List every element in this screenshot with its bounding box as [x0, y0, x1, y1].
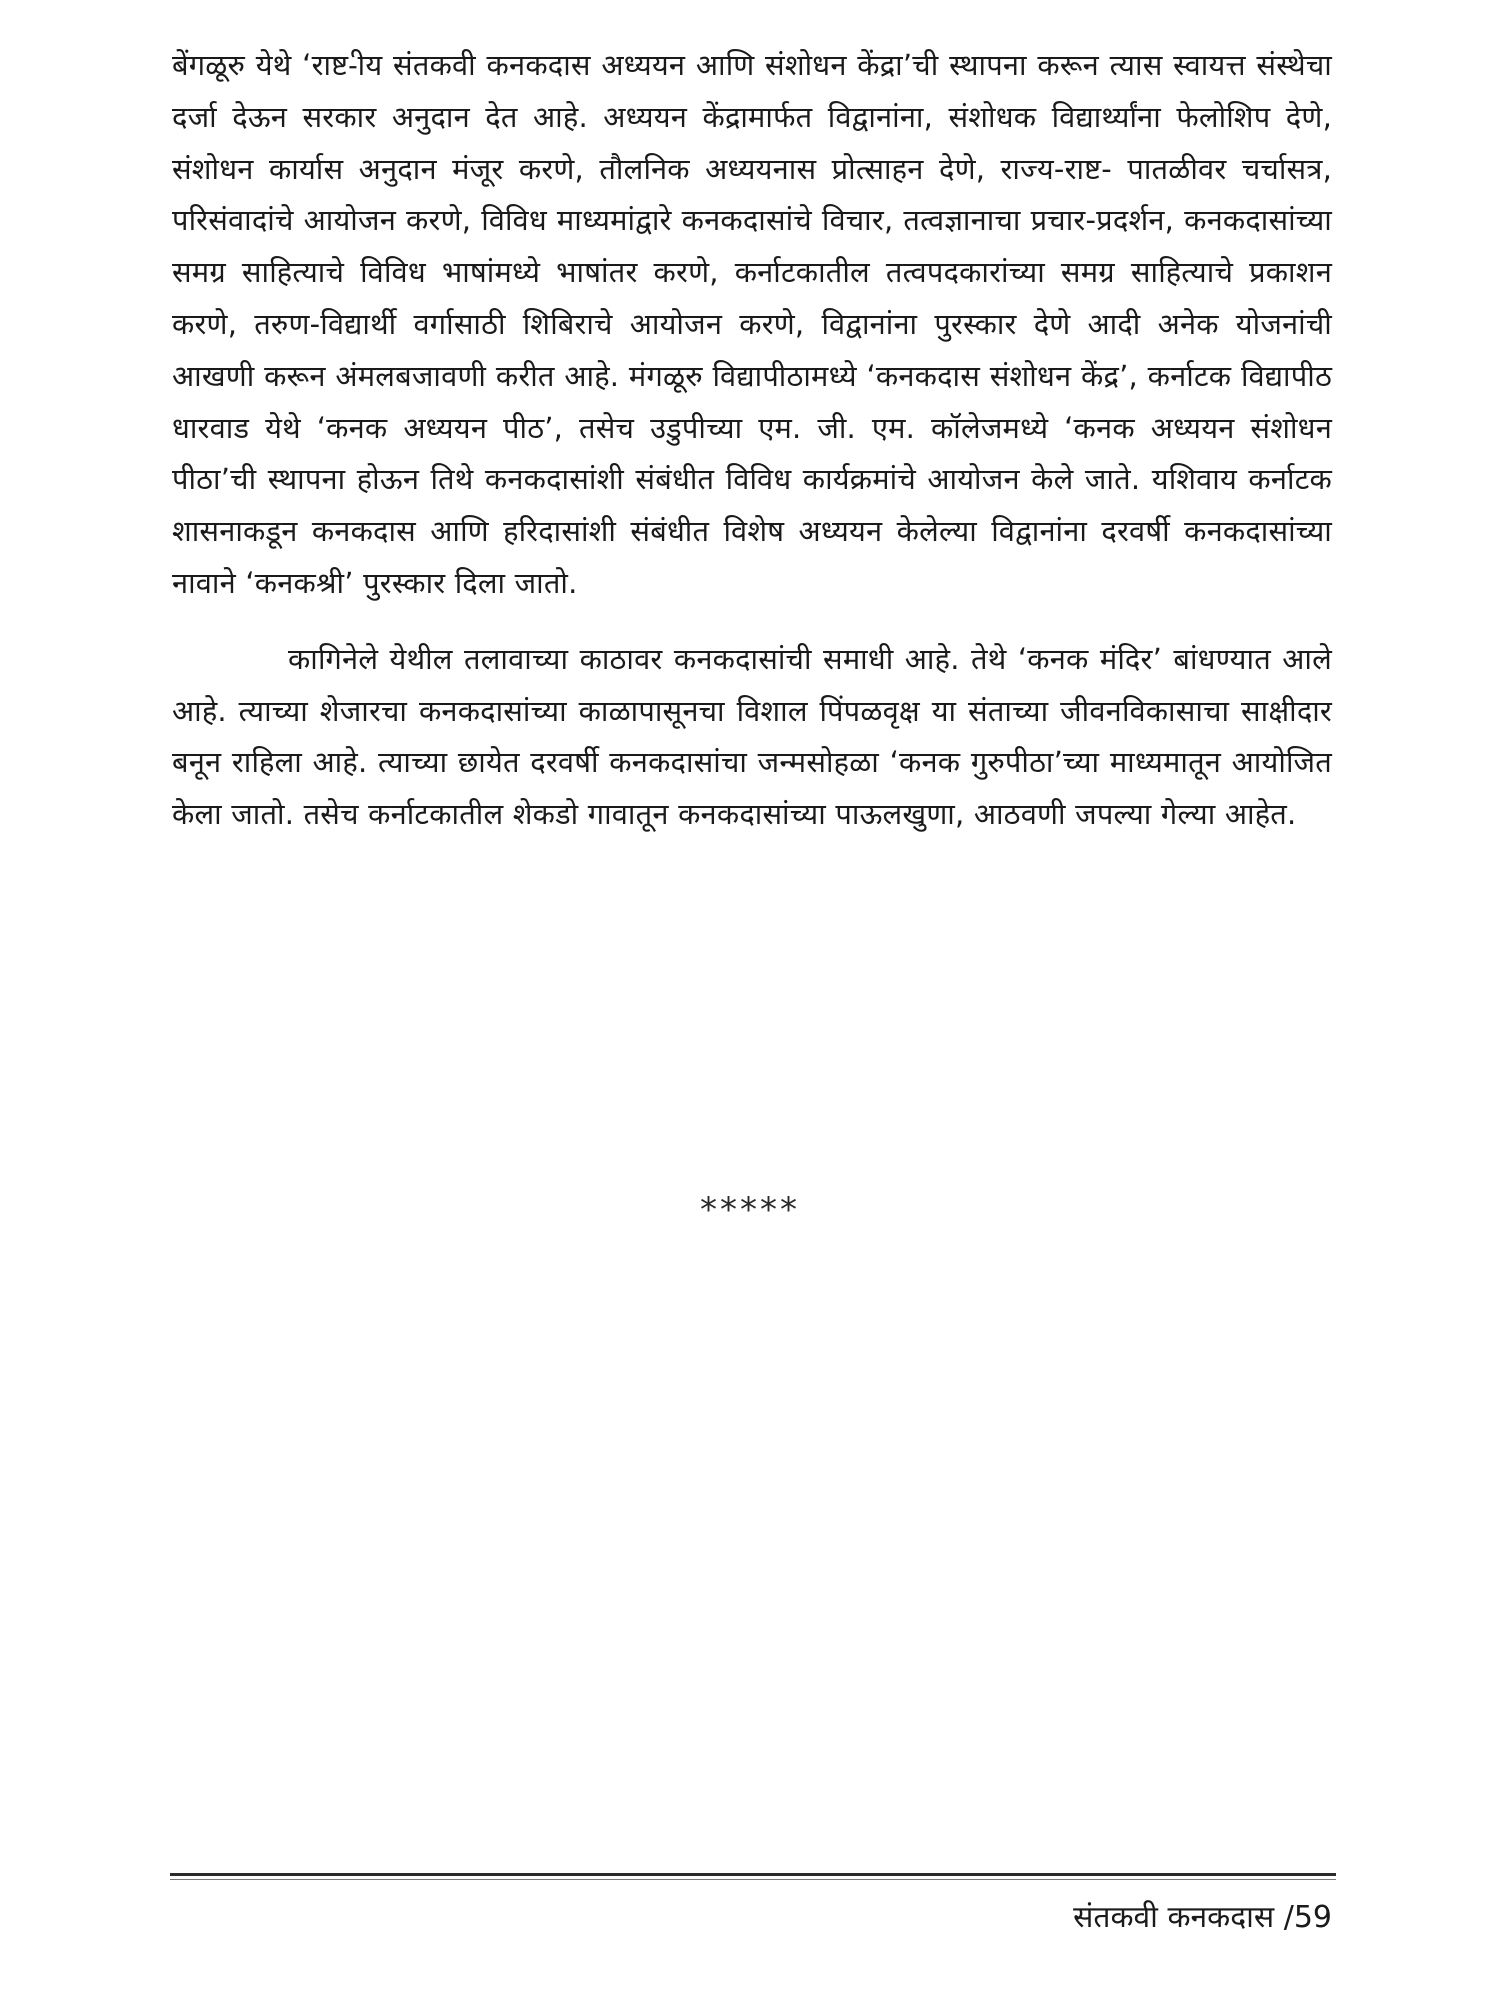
section-separator: ***** — [700, 1190, 800, 1230]
footer-rule — [170, 1873, 1336, 1876]
footer-rule-thin — [170, 1879, 1336, 1880]
running-footer: संतकवी कनकदास /59 — [1073, 1900, 1332, 1935]
paragraph-2: कागिनेले येथील तलावाच्या काठावर कनकदासांची समाधी आहे. तेथे ‘कनक मंदिर’ बांधण्यात आले आहे. त्याच्या शेजारचा कनकदासांच्या काळापासूनचा विशाल पिंपळवृक्ष या संताच्या जीवनविकासाचा साक्षीदार बनून राहिला आहे. त्याच्या छायेत दरवर्षी कनकदासांचा जन्मसोहळा ‘कनक गुरुपीठा’च्या माध्यमातून आयोजित केला जातो. तसेच कर्नाटकातील शेकडो गावातून कनकदासांच्या पाऊलखुणा, आठवणी जपल्या गेल्या आहेत. — [172, 641, 1332, 832]
paragraph-1: बेंगळूरु येथे ‘राष्ट-ीय संतकवी कनकदास अध्ययन आणि संशोधन केंद्रा’ची स्थापना करून त्यास स्वायत्त संस्थेचा दर्जा देऊन सरकार अनुदान देत आहे. अध्ययन केंद्रामार्फत विद्वानांना, संशोधक विद्यार्थ्यांना फेलोशिप देणे, संशोधन कार्यास अनुदान मंजूर करणे, तौलनिक अध्ययनास प्रोत्साहन देणे, राज्य-राष्ट- पातळीवर चर्चासत्र, परिसंवादांचे आयोजन करणे, विविध माध्यमांद्वारे कनकदासांचे विचार, तत्वज्ञानाचा प्रचार-प्रदर्शन, कनकदासांच्या समग्र साहित्याचे विविध भाषांमध्ये भाषांतर करणे, कर्नाटकातील तत्वपदकारांच्या समग्र साहित्याचे प्रकाशन करणे, तरुण-विद्यार्थी वर्गासाठी शिबिराचे आयोजन करणे, विद्वानांना पुरस्कार देणे आदी अनेक योजनांची आखणी करून अंमलबजावणी करीत आहे. मंगळूरु विद्यापीठामध्ये ‘कनकदास संशोधन केंद्र’, कर्नाटक विद्यापीठ धारवाड येथे ‘कनक अध्ययन पीठ’, तसेच उडुपीच्या एम. जी. एम. कॉलेजमध्ये ‘कनक अध्ययन संशोधन पीठा’ची स्थापना होऊन तिथे कनकदासांशी संबंधीत विविध कार्यक्रमांचे आयोजन केले जाते. यशिवाय कर्नाटक शासनाकडून कनकदास आणि हरिदासांशी संबंधीत विशेष अध्ययन केलेल्या विद्वानांना दरवर्षी कनकदासांच्या नावाने ‘कनकश्री’ पुरस्कार दिला जातो. — [172, 48, 1332, 600]
body-text — [172, 40, 1332, 841]
